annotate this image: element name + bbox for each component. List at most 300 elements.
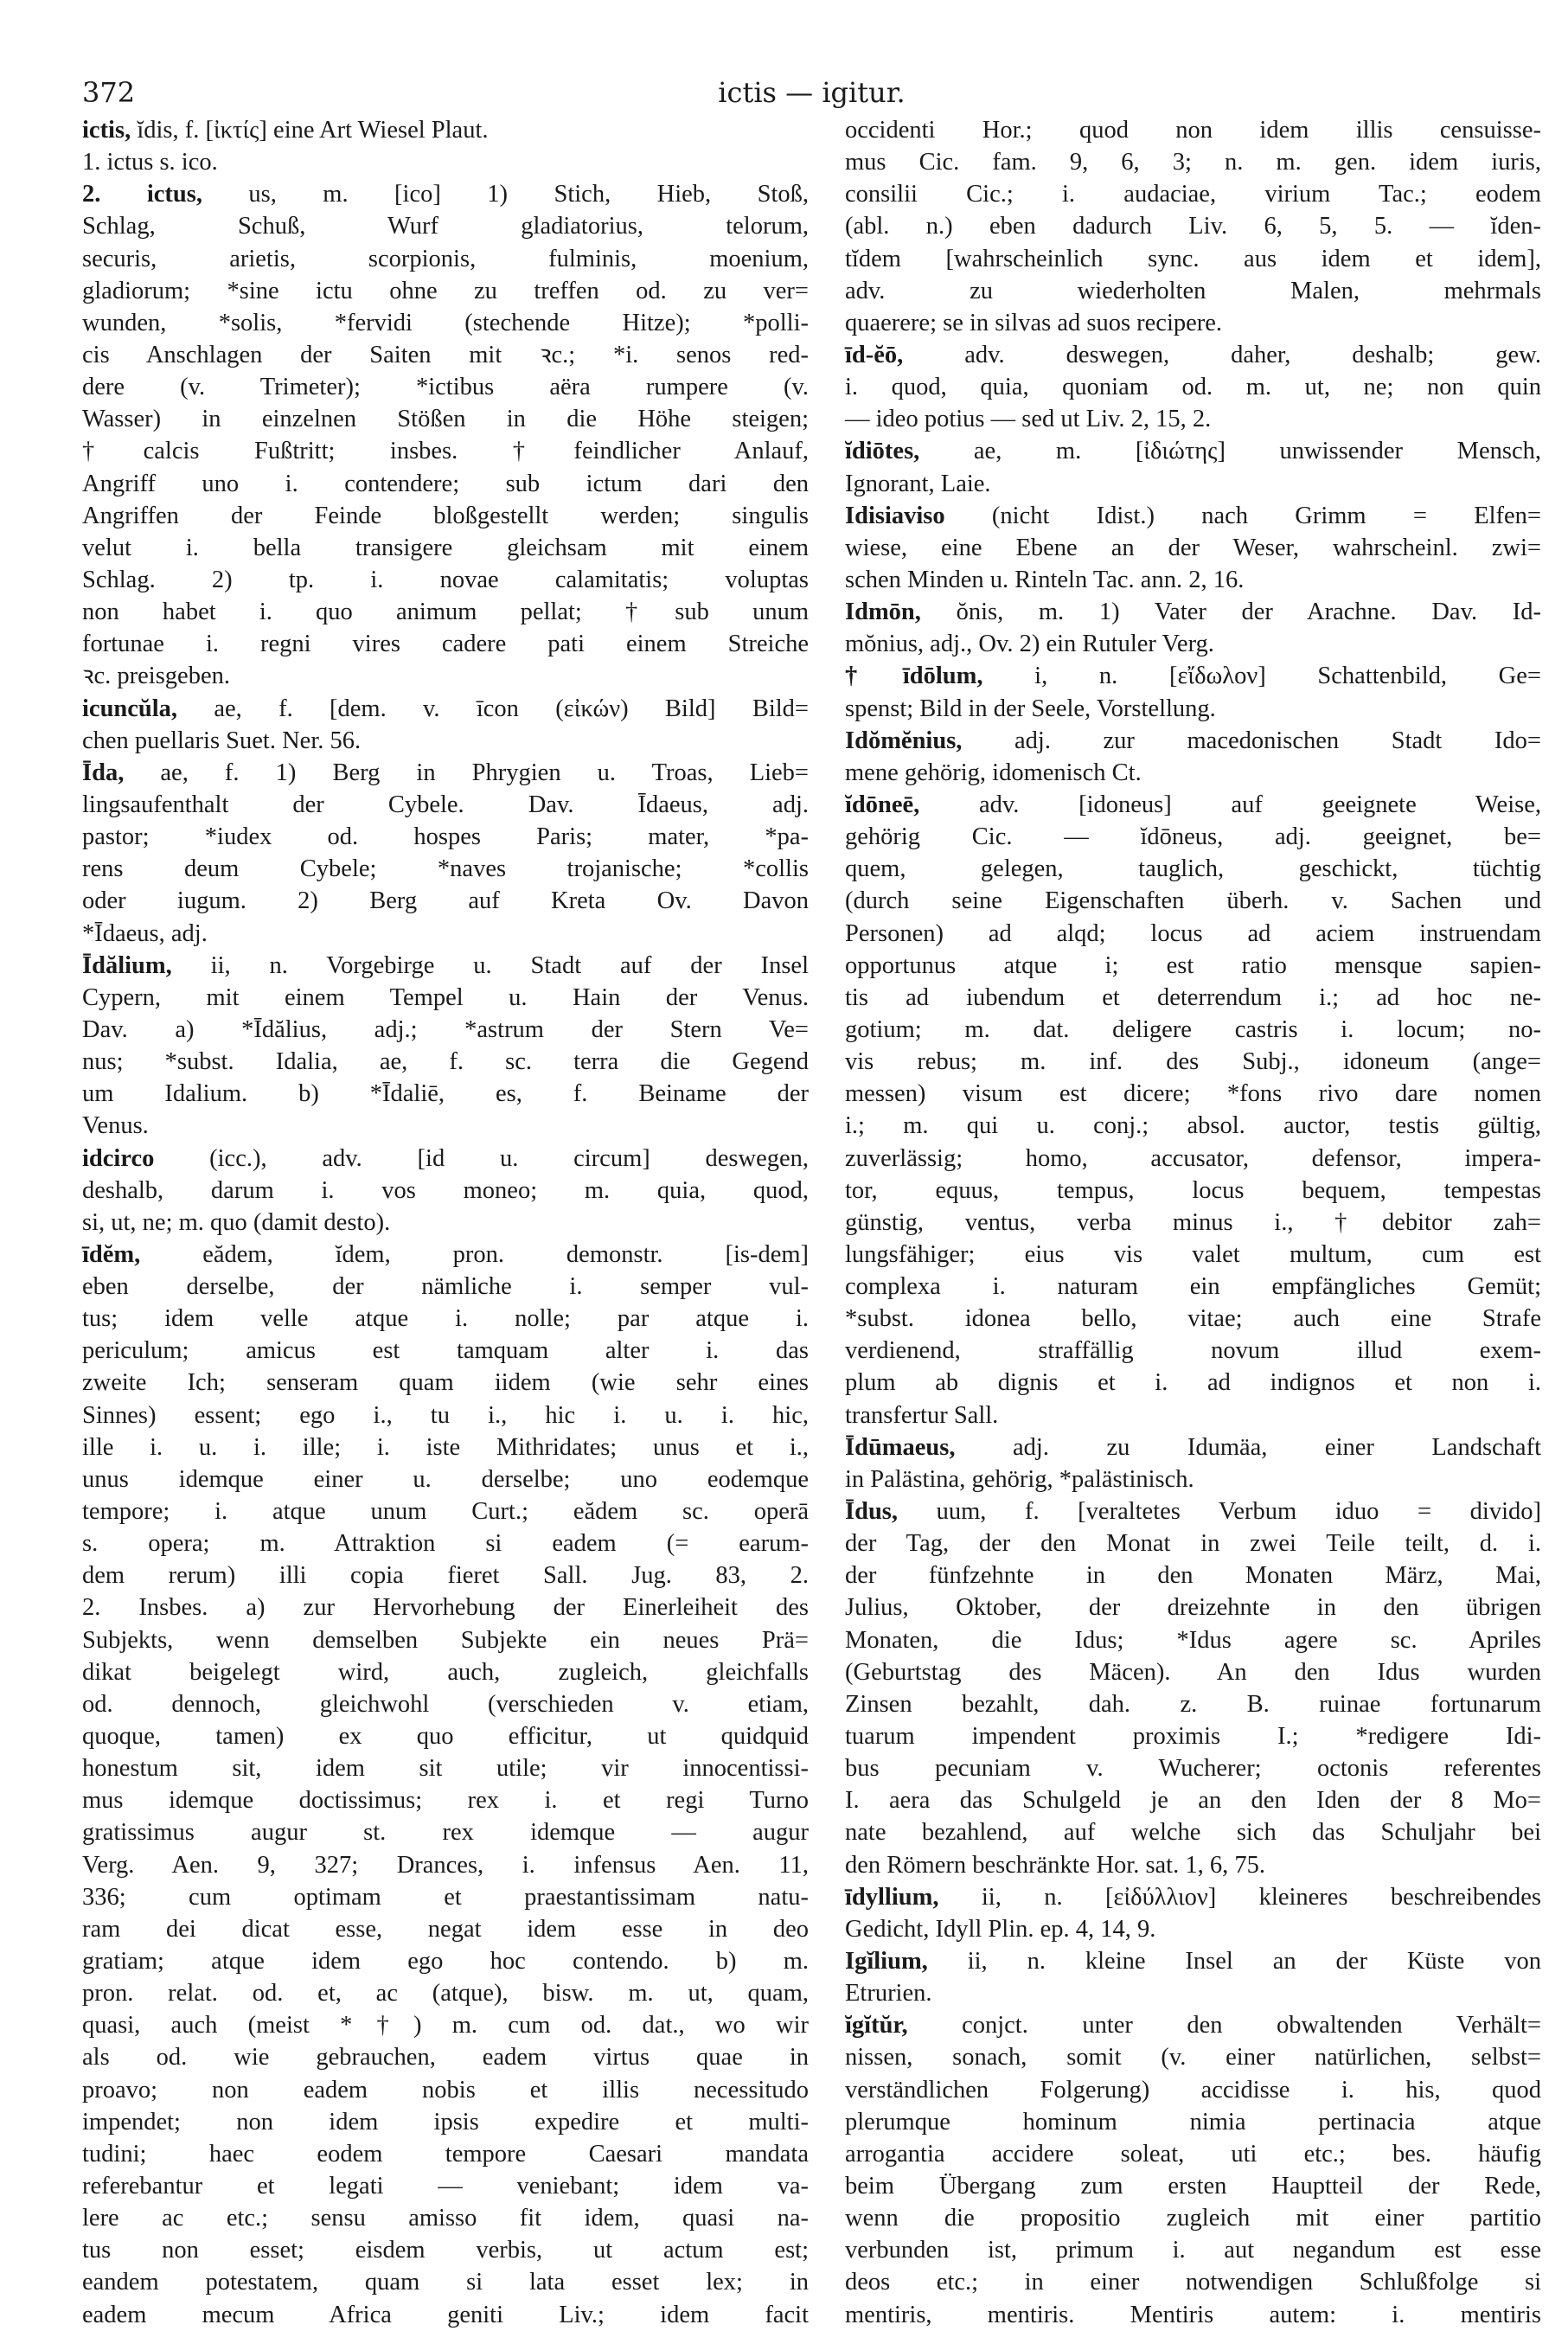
headword: †īdōlum, bbox=[845, 663, 983, 690]
entry-line bbox=[845, 725, 1541, 757]
text-line bbox=[82, 1945, 809, 1977]
text-line bbox=[845, 403, 1541, 435]
page-header bbox=[82, 76, 1541, 114]
text-line bbox=[82, 1431, 809, 1463]
text-line bbox=[82, 1014, 809, 1046]
text-line bbox=[82, 1656, 809, 1688]
text-line bbox=[82, 1849, 809, 1881]
headword: Īda, bbox=[82, 759, 125, 786]
line-text: lungsfähiger; eius vis valet multum, cum est bbox=[845, 1240, 1541, 1268]
text-line bbox=[845, 2138, 1541, 2170]
line-text: unus idemque einer u. derselbe; uno eodemque bbox=[82, 1465, 809, 1493]
text-line bbox=[845, 1271, 1541, 1303]
line-text: lingsaufenthalt der Cybele. Dav. Īdaeus, adj. bbox=[82, 791, 809, 818]
line-text: Dav. a) *Īdălius, adj.; *astrum der Stern Ve= bbox=[82, 1015, 809, 1043]
text-line bbox=[845, 1239, 1541, 1271]
line-text: tor, equus, tempus, locus bequem, tempestas bbox=[845, 1176, 1541, 1204]
line-text: mŏnius, adj., Ov. 2) ein Rutuler Verg. bbox=[845, 631, 1214, 658]
text-line bbox=[82, 1399, 809, 1431]
line-text: fortunae i. regni vires cadere pati einem Streiche bbox=[82, 631, 809, 658]
text-line bbox=[82, 628, 809, 660]
line-text: ŏnis, m. 1) Vater der Arachne. Dav. Id- bbox=[920, 599, 1541, 626]
text-line bbox=[845, 918, 1541, 950]
line-text: eben derselbe, der nämliche i. semper vul- bbox=[82, 1273, 809, 1301]
text-line bbox=[82, 1720, 809, 1752]
text-line bbox=[845, 1078, 1541, 1110]
line-text: tĭdem [wahrscheinlich sync. aus idem et idem], bbox=[845, 245, 1541, 272]
text-line bbox=[845, 853, 1541, 885]
text-line bbox=[82, 339, 809, 371]
left-column bbox=[82, 114, 809, 2331]
text-line bbox=[82, 2266, 809, 2298]
text-line bbox=[845, 1816, 1541, 1848]
text-line bbox=[82, 275, 809, 307]
text-line bbox=[845, 1656, 1541, 1688]
text-line bbox=[845, 2041, 1541, 2073]
text-line bbox=[845, 2074, 1541, 2106]
entry-line bbox=[845, 435, 1541, 467]
line-text: transfertur Sall. bbox=[845, 1401, 999, 1429]
entry-line bbox=[845, 500, 1541, 532]
line-text: ꝛc. preisgeben. bbox=[82, 663, 230, 690]
line-text: i, n. [εἴδωλον] Schattenbild, Ge= bbox=[982, 663, 1541, 690]
line-text: Gedicht, Idyll Plin. ep. 4, 14, 9. bbox=[845, 1915, 1156, 1943]
text-line bbox=[82, 1046, 809, 1078]
text-line bbox=[82, 1175, 809, 1207]
text-line bbox=[82, 1881, 809, 1913]
line-text: gehörig Cic. — ĭdōneus, adj. geeignet, be= bbox=[845, 823, 1541, 851]
line-text: ae, f. [dem. v. īcon (εἰκών) Bild] Bild= bbox=[177, 695, 809, 722]
line-text: uum, f. [veraltetes Verbum iduo = divido] bbox=[898, 1498, 1541, 1526]
line-text: eandem potestatem, quam si lata esset lex; in bbox=[82, 2269, 809, 2296]
entry-line bbox=[82, 114, 809, 146]
line-text: i.; m. qui u. conj.; absol. auctor, testis gültig, bbox=[845, 1112, 1541, 1140]
text-line bbox=[82, 2074, 809, 2106]
line-text: si, ut, ne; m. quo (damit desto). bbox=[82, 1208, 391, 1236]
text-line bbox=[845, 2170, 1541, 2202]
line-text: Angriff uno i. contendere; sub ictum dari den bbox=[82, 470, 809, 497]
line-text: mus idemque doctissimus; rex i. et regi Turno bbox=[82, 1787, 809, 1815]
text-line bbox=[845, 1624, 1541, 1656]
line-text: adv. deswegen, daher, deshalb; gew. bbox=[903, 341, 1541, 368]
entry-line bbox=[82, 178, 809, 210]
line-text: nus; *subst. Idalia, ae, f. sc. terra die Gegend bbox=[82, 1048, 809, 1076]
text-line bbox=[82, 596, 809, 628]
line-text: †calcis Fußtritt; insbes. †feindlicher Anlauf, bbox=[82, 438, 809, 465]
line-text: nate bezahlend, auf welche sich das Schuljahr bei bbox=[845, 1819, 1541, 1847]
line-text: in Palästina, gehörig, *palästinisch. bbox=[845, 1465, 1194, 1493]
line-text: proavo; non eadem nobis et illis necessitudo bbox=[82, 2076, 809, 2104]
line-text: deshalb, darum i. vos moneo; m. quia, quod, bbox=[82, 1176, 809, 1204]
line-text: Sinnes) essent; ego i., tu i., hic i. u. i. hic, bbox=[82, 1401, 809, 1429]
text-line bbox=[845, 1591, 1541, 1623]
text-line bbox=[82, 243, 809, 275]
entry-line bbox=[845, 1881, 1541, 1913]
headword: Idisiaviso bbox=[845, 502, 945, 529]
headword: Īdălium, bbox=[82, 951, 172, 979]
line-text: schen Minden u. Rinteln Tac. ann. 2, 16. bbox=[845, 566, 1245, 593]
text-line bbox=[845, 1207, 1541, 1239]
line-text: impendet; non idem ipsis expedire et multi- bbox=[82, 2108, 809, 2136]
line-text: chen puellaris Suet. Ner. 56. bbox=[82, 727, 362, 754]
line-text: securis, arietis, scorpionis, fulminis, moenium, bbox=[82, 245, 809, 272]
line-text: um Idalium. b) *Īdaliē, es, f. Beiname der bbox=[82, 1080, 809, 1108]
text-line bbox=[845, 1367, 1541, 1399]
line-text: Monaten, die Idus; *Idus agere sc. Apriles bbox=[845, 1626, 1541, 1654]
line-text: zuverlässig; homo, accusator, defensor, impera- bbox=[845, 1144, 1541, 1172]
text-line bbox=[845, 371, 1541, 403]
text-line bbox=[82, 789, 809, 821]
headword: idcirco bbox=[82, 1144, 155, 1172]
line-text: ii, n. [εἰδύλλιον] kleineres beschreibendes bbox=[938, 1883, 1541, 1911]
text-line bbox=[845, 1977, 1541, 2009]
line-text: Etrurien. bbox=[845, 1980, 932, 2008]
line-text: mene gehörig, idomenisch Ct. bbox=[845, 759, 1142, 786]
text-line bbox=[82, 660, 809, 692]
entry-line bbox=[845, 2009, 1541, 2041]
line-text: (nicht Idist.) nach Grimm = Elfen= bbox=[944, 502, 1541, 529]
text-line bbox=[82, 210, 809, 242]
line-text: ii, n. kleine Insel an der Küste von bbox=[927, 1948, 1541, 1976]
text-line bbox=[82, 435, 809, 467]
line-text: gladiorum; *sine ictu ohne zu treffen od. zu ver= bbox=[82, 277, 809, 304]
text-line bbox=[82, 1463, 809, 1495]
line-text: referebantur et legati — veniebant; idem va- bbox=[82, 2173, 809, 2200]
line-text: Verg. Aen. 9, 327; Drances, i. infensus Aen. 11, bbox=[82, 1851, 809, 1879]
entry-line bbox=[845, 1431, 1541, 1463]
line-text: ĭdis, f. [ἰκτίς] eine Art Wiesel Plaut. bbox=[131, 117, 489, 144]
text-line bbox=[845, 1143, 1541, 1175]
text-line bbox=[845, 146, 1541, 178]
text-line bbox=[82, 1752, 809, 1784]
line-text: arrogantia accidere soleat, uti etc.; bes. häufig bbox=[845, 2140, 1541, 2168]
line-text: cis Anschlagen der Saiten mit ꝛc.; *i. senos red- bbox=[82, 341, 809, 368]
text-line bbox=[845, 114, 1541, 146]
text-line bbox=[82, 1624, 809, 1656]
text-line bbox=[82, 532, 809, 564]
line-text: verdienend, straffällig novum illud exem- bbox=[845, 1337, 1541, 1365]
text-line bbox=[82, 2234, 809, 2266]
line-text: bus pecuniam v. Wucherer; octonis referentes bbox=[845, 1755, 1541, 1783]
line-text: Wasser) in einzelnen Stößen in die Höhe steigen; bbox=[82, 406, 809, 433]
line-text: ae, f. 1) Berg in Phrygien u. Troas, Lieb= bbox=[124, 759, 809, 786]
entry-line bbox=[82, 1143, 809, 1175]
entry-line bbox=[82, 693, 809, 725]
line-text: plum ab dignis et i. ad indignos et non i. bbox=[845, 1369, 1541, 1397]
text-line bbox=[82, 1335, 809, 1367]
text-line bbox=[845, 2234, 1541, 2266]
line-text: Personen) ad alqd; locus ad aciem instruendam bbox=[845, 919, 1541, 947]
headword: ĭdōneē, bbox=[845, 791, 920, 818]
line-text: mus Cic. fam. 9, 6, 3; n. m. gen. idem iuris, bbox=[845, 149, 1541, 176]
text-line bbox=[845, 1913, 1541, 1945]
text-line bbox=[82, 1495, 809, 1527]
headword: īdyllium, bbox=[845, 1883, 939, 1911]
entry-line bbox=[845, 1945, 1541, 1977]
right-column bbox=[845, 114, 1541, 2331]
line-text: Zinsen bezahlt, dah. z. B. ruinae fortunarum bbox=[845, 1690, 1541, 1718]
line-text: als od. wie gebrauchen, eadem virtus quae in bbox=[82, 2044, 809, 2072]
text-line bbox=[82, 1559, 809, 1591]
line-text: den Römern beschränkte Hor. sat. 1, 6, 75. bbox=[845, 1851, 1265, 1879]
text-line bbox=[82, 1913, 809, 1945]
line-text: tus non esset; eisdem verbis, ut actum est; bbox=[82, 2237, 809, 2264]
text-line bbox=[845, 307, 1541, 339]
line-text: *subst. idonea bello, vitae; auch eine Strafe bbox=[845, 1305, 1541, 1333]
text-line bbox=[82, 885, 809, 917]
headword: ĭgĭtŭr, bbox=[845, 2012, 908, 2040]
line-text: adv. [idoneus] auf geeignete Weise, bbox=[919, 791, 1541, 818]
entry-line bbox=[82, 950, 809, 982]
line-text: Schlag. 2) tp. i. novae calamitatis; voluptas bbox=[82, 566, 809, 593]
line-text: nissen, sonach, somit (v. einer natürlichen, selbst= bbox=[845, 2044, 1541, 2072]
text-line bbox=[82, 1078, 809, 1110]
text-line bbox=[845, 693, 1541, 725]
line-text: Angriffen der Feinde bloßgestellt werden; singulis bbox=[82, 502, 809, 529]
line-text: ae, m. [ἰδιώτης] unwissender Mensch, bbox=[919, 438, 1541, 465]
line-text: deos etc.; in einer notwendigen Schlußfolge si bbox=[845, 2269, 1541, 2296]
line-text: conjct. unter den obwaltenden Verhält= bbox=[907, 2012, 1541, 2040]
text-line bbox=[845, 757, 1541, 789]
line-text: honestum sit, idem sit utile; vir innocentissi- bbox=[82, 1755, 809, 1783]
line-text: Cypern, mit einem Tempel u. Hain der Venus. bbox=[82, 983, 809, 1011]
text-line bbox=[845, 275, 1541, 307]
text-line bbox=[845, 1720, 1541, 1752]
line-text: pastor; *iudex od. hospes Paris; mater, *pa- bbox=[82, 823, 809, 851]
line-text: günstig, ventus, verba minus i., †debitor zah= bbox=[845, 1208, 1541, 1236]
text-line bbox=[845, 2266, 1541, 2298]
text-line bbox=[845, 532, 1541, 564]
headword: ictis, bbox=[82, 117, 131, 144]
text-line bbox=[82, 1271, 809, 1303]
line-text: gratiam; atque idem ego hoc contendo. b) m. bbox=[82, 1948, 809, 1976]
line-text: beim Übergang zum ersten Hauptteil der Rede, bbox=[845, 2173, 1541, 2200]
line-text: gratissimus augur st. rex idemque — augur bbox=[82, 1819, 809, 1847]
headword: Īdus, bbox=[845, 1498, 899, 1526]
text-line bbox=[82, 1816, 809, 1848]
line-text: spenst; Bild in der Seele, Vorstellung. bbox=[845, 695, 1216, 722]
line-text: (abl. n.) eben dadurch Liv. 6, 5, 5. — ĭden- bbox=[845, 213, 1541, 240]
text-line bbox=[82, 1527, 809, 1559]
line-text: — ideo potius — sed ut Liv. 2, 15, 2. bbox=[845, 406, 1212, 433]
line-text: ii, n. Vorgebirge u. Stadt auf der Insel bbox=[171, 951, 809, 979]
line-text: i. quod, quia, quoniam od. m. ut, ne; non quin bbox=[845, 374, 1541, 401]
line-text: Venus. bbox=[82, 1112, 149, 1140]
line-text: der fünfzehnte in den Monaten März, Mai, bbox=[845, 1562, 1541, 1590]
text-line bbox=[82, 1591, 809, 1623]
text-line bbox=[845, 1784, 1541, 1816]
text-line bbox=[82, 725, 809, 757]
text-line bbox=[82, 2138, 809, 2170]
text-line bbox=[845, 1527, 1541, 1559]
line-text: (icc.), adv. [id u. circum] deswegen, bbox=[154, 1144, 809, 1172]
line-text: s. opera; m. Attraktion si eadem (= earum- bbox=[82, 1530, 809, 1558]
line-text: wunden, *solis, *fervidi (stechende Hitze); *polli- bbox=[82, 309, 809, 336]
text-line bbox=[845, 1014, 1541, 1046]
text-line bbox=[845, 243, 1541, 275]
line-text: (Geburtstag des Mäcen). An den Idus wurden bbox=[845, 1658, 1541, 1686]
text-line bbox=[82, 468, 809, 500]
text-line bbox=[845, 982, 1541, 1014]
headword: icuncŭla, bbox=[82, 695, 178, 722]
text-line bbox=[82, 1784, 809, 1816]
text-line bbox=[82, 1367, 809, 1399]
text-line bbox=[82, 371, 809, 403]
line-text: wenn die propositio zugleich mit einer partitio bbox=[845, 2205, 1541, 2232]
text-line bbox=[82, 403, 809, 435]
entry-line bbox=[845, 789, 1541, 821]
line-text: eadem mecum Africa geniti Liv.; idem facit bbox=[82, 2301, 809, 2328]
line-text: tis ad iubendum et deterrendum i.; ad hoc ne- bbox=[845, 983, 1541, 1011]
line-text: verbunden ist, primum i. aut negandum est esse bbox=[845, 2237, 1541, 2264]
text-line bbox=[82, 146, 809, 178]
headword: īd-ĕō, bbox=[845, 341, 904, 368]
line-text: lere ac etc.; sensu amisso fit idem, quasi na- bbox=[82, 2205, 809, 2232]
line-text: Ignorant, Laie. bbox=[845, 470, 991, 497]
line-text: gotium; m. dat. deligere castris i. locum; no- bbox=[845, 1015, 1541, 1043]
line-text: rens deum Cybele; *naves trojanische; *collis bbox=[82, 855, 809, 883]
text-line bbox=[845, 468, 1541, 500]
text-line bbox=[845, 1559, 1541, 1591]
text-line bbox=[845, 1399, 1541, 1431]
headword: īdĕm, bbox=[82, 1240, 141, 1268]
line-text: dem rerum) illi copia fieret Sall. Jug. 83, 2. bbox=[82, 1562, 809, 1590]
line-text: Subjekts, wenn demselben Subjekte ein neues Prä= bbox=[82, 1626, 809, 1654]
line-text: Julius, Oktober, der dreizehnte in den übrigen bbox=[845, 1594, 1541, 1622]
line-text: us, m. [ico] 1) Stich, Hieb, Stoß, bbox=[202, 181, 809, 208]
text-line bbox=[82, 1303, 809, 1335]
line-text: I. aera das Schulgeld je an den Iden der 8 Mo= bbox=[845, 1787, 1541, 1815]
text-line bbox=[845, 210, 1541, 242]
text-line bbox=[82, 853, 809, 885]
line-text: eădem, ĭdem, pron. demonstr. [is-dem] bbox=[140, 1240, 809, 1268]
text-line bbox=[82, 1207, 809, 1239]
entry-line bbox=[82, 1239, 809, 1271]
line-text: wiese, eine Ebene an der Weser, wahrscheinl. zwi= bbox=[845, 534, 1541, 561]
headword: 2. ictus, bbox=[82, 181, 202, 208]
line-text: ram dei dicat esse, negat idem esse in deo bbox=[82, 1915, 809, 1943]
text-line bbox=[82, 918, 809, 950]
line-text: *Īdaeus, adj. bbox=[82, 919, 208, 947]
text-line bbox=[845, 1046, 1541, 1078]
text-line bbox=[845, 628, 1541, 660]
line-text: pron. relat. od. et, ac (atque), bisw. m. ut, quam, bbox=[82, 1980, 809, 2008]
line-text: consilii Cic.; i. audaciae, virium Tac.; eodem bbox=[845, 181, 1541, 208]
line-text: 2. Insbes. a) zur Hervorhebung der Einerleiheit des bbox=[82, 1594, 809, 1622]
text-line bbox=[82, 1110, 809, 1142]
entry-line bbox=[845, 660, 1541, 692]
line-text: periculum; amicus est tamquam alter i. das bbox=[82, 1337, 809, 1365]
text-line bbox=[845, 821, 1541, 853]
text-line bbox=[82, 2009, 809, 2041]
line-text: tudini; haec eodem tempore Caesari mandata bbox=[82, 2140, 809, 2168]
page-number: 372 bbox=[82, 76, 136, 109]
line-text: tuarum impendent proximis I.; *redigere Idi- bbox=[845, 1723, 1541, 1751]
line-text: dere (v. Trimeter); *ictibus aëra rumpere (v. bbox=[82, 374, 809, 401]
text-line bbox=[845, 1335, 1541, 1367]
line-text: zweite Ich; senseram quam iidem (wie sehr eines bbox=[82, 1369, 809, 1397]
headword: Igĭlium, bbox=[845, 1948, 928, 1976]
text-line bbox=[845, 178, 1541, 210]
line-text: opportunus atque i; est ratio mensque sapien- bbox=[845, 951, 1541, 979]
line-text: occidenti Hor.; quod non idem illis censuisse- bbox=[845, 117, 1541, 144]
line-text: adj. zur macedonischen Stadt Ido= bbox=[962, 727, 1541, 754]
line-text: der Tag, der den Monat in zwei Teile teilt, d. i. bbox=[845, 1530, 1541, 1558]
headword: Īdūmaeus, bbox=[845, 1433, 956, 1461]
line-text: vis rebus; m. inf. des Subj., idoneum (ange= bbox=[845, 1048, 1541, 1076]
text-line bbox=[845, 2202, 1541, 2234]
headword: Idmōn, bbox=[845, 599, 921, 626]
text-line bbox=[845, 950, 1541, 982]
headword: ĭdiōtes, bbox=[845, 438, 920, 465]
line-text: tus; idem velle atque i. nolle; par atque i. bbox=[82, 1305, 809, 1333]
line-text: Schlag, Schuß, Wurf gladiatorius, telorum, bbox=[82, 213, 809, 240]
text-line bbox=[845, 1463, 1541, 1495]
line-text: non habet i. quo animum pellat; †sub unum bbox=[82, 599, 809, 626]
entry-line bbox=[845, 596, 1541, 628]
text-line bbox=[845, 1175, 1541, 1207]
line-text: verständlichen Folgerung) accidisse i. his, quod bbox=[845, 2076, 1541, 2104]
text-line bbox=[82, 564, 809, 596]
text-line bbox=[82, 2299, 809, 2331]
running-title: ictis — igitur. bbox=[718, 76, 906, 109]
line-text: quasi, auch (meist *†) m. cum od. dat., wo wir bbox=[82, 2012, 809, 2040]
text-line bbox=[845, 1849, 1541, 1881]
line-text: complexa i. naturam ein empfängliches Gemüt; bbox=[845, 1273, 1541, 1301]
text-line bbox=[82, 500, 809, 532]
line-text: oder iugum. 2) Berg auf Kreta Ov. Davon bbox=[82, 887, 809, 915]
text-line bbox=[845, 564, 1541, 596]
line-text: velut i. bella transigere gleichsam mit einem bbox=[82, 534, 809, 561]
line-text: 1. ictus s. ico. bbox=[82, 149, 218, 176]
text-line bbox=[845, 1752, 1541, 1784]
text-line bbox=[82, 982, 809, 1014]
line-text: tempore; i. atque unum Curt.; eădem sc. operā bbox=[82, 1498, 809, 1526]
line-text: dikat beigelegt wird, auch, zugleich, gleichfalls bbox=[82, 1658, 809, 1686]
text-line bbox=[82, 1977, 809, 2009]
line-text: adj. zu Idumäa, einer Landschaft bbox=[955, 1433, 1541, 1461]
text-line bbox=[82, 2041, 809, 2073]
text-line bbox=[82, 821, 809, 853]
entry-line bbox=[845, 339, 1541, 371]
line-text: messen) visum est dicere; *fons rivo dare nomen bbox=[845, 1080, 1541, 1108]
text-line bbox=[82, 2202, 809, 2234]
entry-line bbox=[82, 757, 809, 789]
line-text: od. dennoch, gleichwohl (verschieden v. etiam, bbox=[82, 1690, 809, 1718]
line-text: quoque, tamen) ex quo efficitur, ut quidquid bbox=[82, 1723, 809, 1751]
text-line bbox=[845, 2106, 1541, 2138]
text-line bbox=[82, 2106, 809, 2138]
line-text: ille i. u. i. ille; i. iste Mithridates; unus et i., bbox=[82, 1433, 809, 1461]
text-line bbox=[82, 1688, 809, 1720]
line-text: quaerere; se in silvas ad suos recipere. bbox=[845, 309, 1223, 336]
text-line bbox=[845, 885, 1541, 917]
line-text: (durch seine Eigenschaften überh. v. Sachen und bbox=[845, 887, 1541, 915]
text-line bbox=[845, 1303, 1541, 1335]
line-text: 336; cum optimam et praestantissimam natu- bbox=[82, 1883, 809, 1911]
line-text: plerumque hominum nimia pertinacia atque bbox=[845, 2108, 1541, 2136]
text-line bbox=[845, 2299, 1541, 2331]
line-text: adv. zu wiederholten Malen, mehrmals bbox=[845, 277, 1541, 304]
text-line bbox=[82, 307, 809, 339]
entry-line bbox=[845, 1495, 1541, 1527]
line-text: quem, gelegen, tauglich, geschickt, tüchtig bbox=[845, 855, 1541, 883]
headword: Idŏmĕnius, bbox=[845, 727, 963, 754]
text-line bbox=[82, 2170, 809, 2202]
text-line bbox=[845, 1688, 1541, 1720]
line-text: mentiris, mentiris. Mentiris autem: i. mentiris bbox=[845, 2301, 1541, 2328]
text-line bbox=[845, 1110, 1541, 1142]
